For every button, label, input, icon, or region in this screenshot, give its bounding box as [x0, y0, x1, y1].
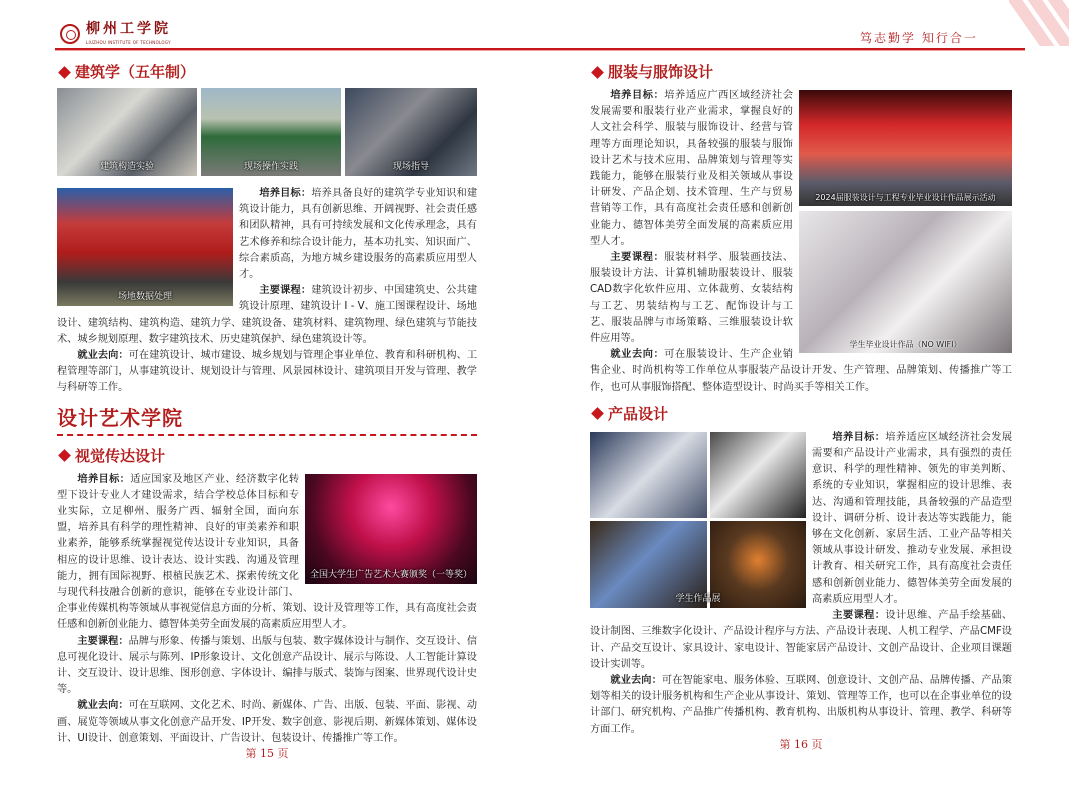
photo-caption: 建筑构造实验 [99, 162, 154, 172]
diamond-icon [58, 66, 71, 79]
course-text: 设计思维、产品手绘基础、设计制图、三维数字化设计、产品设计程序与方法、产品设计表现、人机工程学、产品CMF设计、产品交互设计、家具设计、家电设计、智能家居产品设计、文创产品设计、企业项目课题设计实训等。 [590, 610, 1013, 670]
photo-caption: 现场操作实践 [243, 162, 298, 172]
fashion-photos [799, 90, 1012, 353]
visual-text [57, 472, 477, 747]
photo-site-practice [201, 88, 341, 176]
photo-site-guidance [345, 88, 477, 176]
label: 培养目标： [610, 90, 665, 101]
photo-construction-lab [57, 88, 197, 176]
section-heading-architecture [60, 62, 477, 82]
label: 就业去向： [610, 674, 662, 686]
header-divider [55, 48, 1025, 51]
corner-pattern-icon [1009, 0, 1069, 46]
photo-site-data [57, 188, 233, 306]
section-heading-visual [60, 446, 477, 466]
goal-text: 培养适应区域经济社会发展需要和产品设计产业需求，具有强烈的责任意识、科学的理性精神、领先的审美判断、系统的专业知识，掌握相应的设计思维、表达、沟通和管理技能，具备较强的产品造型设计、调研分析、设计表达等实践能力，能够在文化创新、家居生活、工业产品等相关领域从事设计研发、推动专业发展、承担设计教育、相关研究工作，具有高度社会责任感和创新创业能力、德智体美劳全面发展的高素质应用型人才。 [812, 431, 1013, 605]
photo-caption: 学生毕业设计作品（NO WIFI） [849, 340, 962, 349]
heading-text: 产品设计 [608, 404, 669, 423]
photo-ad-award [305, 474, 477, 584]
logo-seal-icon [60, 24, 80, 44]
architecture-text [57, 186, 477, 397]
label: 就业去向： [77, 350, 129, 362]
heading-text: 服装与服饰设计 [608, 63, 714, 81]
label: 培养目标： [77, 473, 131, 485]
product-photo-1 [590, 432, 707, 518]
section-heading-fashion [593, 62, 1012, 82]
heading-text: 建筑学（五年制） [75, 63, 196, 81]
right-page [590, 60, 1012, 756]
label: 主要课程： [259, 285, 312, 297]
page-number: 第 15 页 [245, 747, 289, 761]
photo-caption: 学生作品展 [675, 593, 721, 604]
photo-caption: 2024届服装设计与工程专业毕业设计作品展示活动 [815, 193, 996, 202]
label: 培养目标： [259, 188, 312, 199]
architecture-photo-row [57, 88, 477, 176]
heading-text: 视觉传达设计 [75, 446, 166, 465]
job-text: 可在服装设计、生产企业销售企业、时尚机构等工作单位从事服装产品设计开发、生产管理、品牌策划、传播推广等工作，也可从事服饰搭配、整体造型设计、时尚买手等相关工作。 [590, 349, 1012, 393]
product-text [590, 430, 1012, 738]
goal-text: 培养适应广西区域经济社会发展需要和服装行业产业需求，掌握良好的人文社会科学、服装与服饰设计、经营与管理等方面理论知识，具备较强的服装与服饰设计艺术与技术应用、品牌策划与管理等实践能力，能够在服装行业及相关领域从事设计研发、产品企划、技术管理、生产与贸易营销等工作，具有高度社会责任感和创新创业能力、德智体美劳全面发展的高素质应用型人才。 [590, 90, 794, 247]
college-title: 设计艺术学院 [57, 405, 183, 430]
product-photo-2 [710, 432, 806, 518]
photo-caption: 场地数据处理 [117, 292, 172, 302]
diamond-icon [591, 66, 604, 79]
photo-caption: 现场指导 [392, 162, 429, 172]
label: 就业去向： [610, 349, 665, 361]
job-text: 可在智能家电、服务体验、互联网、创意设计、文创产品、品牌传播、产品策划等相关的设计服务机构和生产企业从事设计、策划、管理等工作，也可以在企事业单位的设计部门、研究机构、产品推广传播机构、教育机构、出版机构从事设计、管理、教学、科研等方面工作。 [590, 674, 1013, 735]
job-text: 可在互联网、文化艺术、时尚、新媒体、广告、出版、包装、平面、影视、动画、展览等领域从事文化创意产品开发、IP开发、数字创意、影视后期、新媒体策划、媒体设计、UI设计、创意策划、平面设计、广告设计、包装设计、传播推广等工作。 [57, 700, 478, 744]
label: 就业去向： [77, 700, 129, 712]
label: 培养目标： [832, 431, 886, 443]
photo-graduation-work [799, 211, 1012, 353]
logo-english: LIUZHOU INSTITUTE OF TECHNOLOGY [86, 40, 171, 45]
diamond-icon [58, 449, 71, 462]
section-heading-product [593, 404, 1012, 424]
photo-fashion-show [799, 90, 1012, 206]
photo-caption: 全国大学生广告艺术大赛颁奖（一等奖） [309, 569, 472, 580]
job-text: 可在建筑设计、城市建设、城乡规划与管理企事业单位、教育和科研机构、工程管理等部门，从事建筑设计、规划设计与管理、风景园林设计、建筑项目开发与管理、教学与科研等工作。 [57, 350, 478, 394]
motto: 笃志勤学 知行合一 [860, 31, 978, 45]
label: 主要课程： [610, 252, 665, 264]
course-text: 服装材料学、服装画技法、服装设计方法、计算机辅助服装设计、服装CAD数字化软件应用、立体裁剪、女装结构与工艺、男装结构与工艺、配饰设计与工艺、服装品牌与市场策略、三维服装设计软件应用等。 [590, 252, 794, 345]
label: 主要课程： [832, 610, 886, 622]
page-number: 第 16 页 [779, 737, 823, 751]
course-text: 建筑设计初步、中国建筑史、公共建筑设计原理、建筑设计 I - V、施工图课程设计、场地设计、建筑结构、建筑构造、建筑力学、建筑设备、建筑材料、建筑物理、绿色建筑与节能技术、城乡规划原理、数字建筑技术、历史建筑保护、绿色建筑设计等。 [57, 285, 478, 345]
logo-text: 柳州工学院 [86, 21, 171, 37]
diamond-icon [591, 407, 604, 420]
label: 主要课程： [77, 635, 129, 647]
fashion-text [590, 88, 1012, 396]
college-divider [57, 434, 477, 436]
goal-text: 培养具备良好的建筑学专业知识和建筑设计能力，具有创新思维、开阔视野、社会责任感和团队精神，具有可持续发展和文化传承理念，具有艺术修养和综合设计能力，基本功扎实、知识面广、综合素质高，为地方城乡建设服务的高素质应用型人才。 [239, 188, 478, 281]
course-text: 品牌与形象、传播与策划、出版与包装、数字媒体设计与制作、交互设计、信息可视化设计、展示与陈列、IP形象设计、文化创意产品设计、展示与陈设、人工智能计算设计、交互设计、设计思维、图形创意、字体设计、编排与版式、装饰与图案、世界现代设计史等。 [57, 635, 478, 696]
goal-text: 适应国家及地区产业、经济数字化转型下设计专业人才建设需求，结合学校总体目标和专业实际，立足柳州、服务广西、辐射全国，面向东盟，培养具有科学的理性精神、良好的审美素养和职业素养，能够系统掌握视觉传达设计专业知识，具备相应的设计思维、设计表达、设计实践、沟通及管理能力，拥有国际视野、根植民族艺术、探索传统文化与现代科技融合创新的意识，能够在专业设计部门、企事业传媒机构等领域从事视觉信息方面的分析、策划、设计及管理等工作，具有高度社会责任感和创新创业能力、德智体美劳全面发展的高素质应用型人才。 [57, 473, 477, 631]
left-page [57, 60, 478, 761]
photo-student-works [590, 432, 806, 608]
